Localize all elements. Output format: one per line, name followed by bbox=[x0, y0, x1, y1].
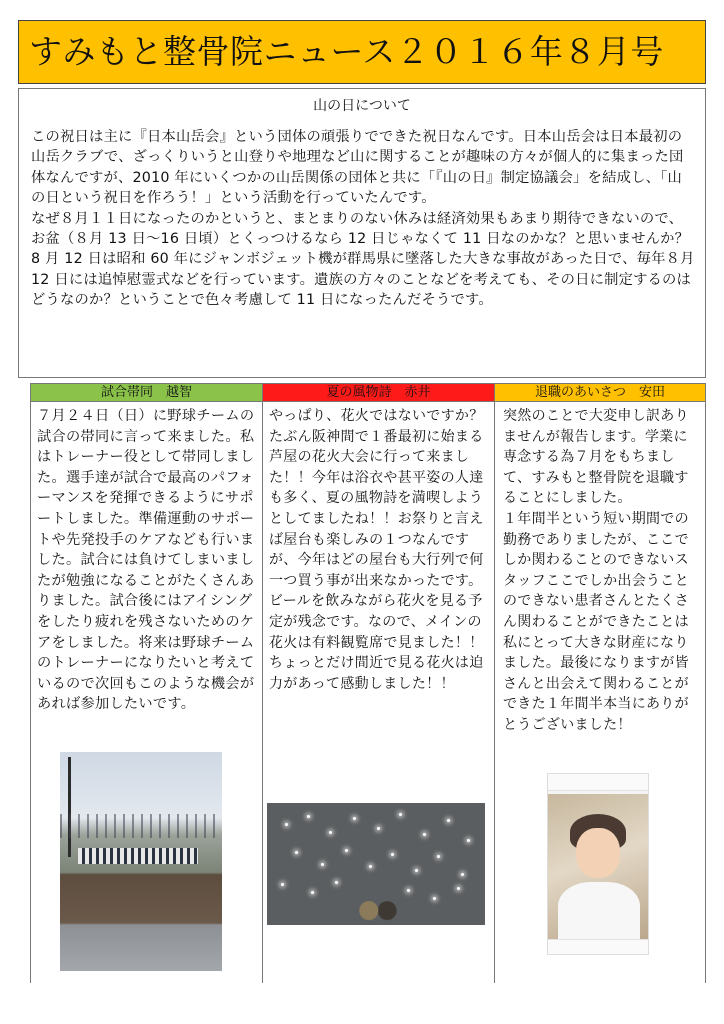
phone-toolbar bbox=[548, 939, 648, 954]
photo-pole bbox=[68, 757, 71, 857]
intro-body bbox=[31, 127, 695, 311]
phone-status-bar bbox=[548, 774, 648, 791]
columns-section bbox=[30, 383, 706, 983]
column-header: 試合帯同 越智 bbox=[31, 383, 262, 402]
column-farewell bbox=[495, 383, 706, 983]
intro-paragraph: なぜ８月１１日になったのかというと、まとまりのない休みは経済効果もあまり期待できないので、お盆（８月 13 日〜16 日頃）とくっつけるなら 12 日じゃなくて 11 日なのかな？と思いませんか？8 月 12 日は昭和 60 年にジャンボジェット機が群馬県に墜落した大きな事故があった日で、毎年８月 12 日には追悼慰霊式などを行っています。遺族の方々のことなどを考えても、その日に制定するのはどうなのか？ということで色々考慮して 11 日になったんだそうです。 bbox=[31, 210, 695, 309]
column-text bbox=[263, 402, 494, 694]
phone-screenshot-photo bbox=[547, 773, 649, 955]
intro-section bbox=[18, 88, 706, 378]
column-fireworks bbox=[263, 383, 495, 983]
portrait-photo bbox=[548, 794, 648, 942]
photo-team-lineup bbox=[78, 848, 198, 864]
newsletter-title: すみもと整骨院ニュース２０１６年８月号 bbox=[29, 32, 664, 71]
column-text bbox=[31, 402, 262, 715]
newsletter-header bbox=[18, 20, 706, 84]
column-header: 退職のあいさつ 安田 bbox=[495, 383, 705, 402]
photo-shirt bbox=[558, 882, 640, 942]
fireworks-photo bbox=[267, 803, 485, 925]
photo-people bbox=[355, 901, 401, 925]
column-paragraph: １年間半という短い期間での勤務でありましたが、ここでしか関わることのできないスタッフここでしか出会うことのできない患者さんとたくさん関わることができたことは私にとって大きな財産になりました。最後になりますが皆さんと出会えて関わることができた１年間半本当にありがとうございました！ bbox=[503, 510, 689, 733]
photo-fence bbox=[60, 814, 222, 838]
column-paragraph: やっぱり、花火ではないですか？たぶん阪神間で１番最初に始まる芦屋の花火大会に行って来ました！！今年は浴衣や甚平姿の人達も多く、夏の風物詩を満喫しようとしてましたね！！お祭りと言えば屋台も楽しみの１つなんですが、今年はどの屋台も大行列で何一つ買う事が出来なかったです。ビールを飲みながら花火を見る予定が残念です。なので、メインの花火は有料観覧席で見ました！！ちょっとだけ間近で見る花火は迫力があって感動しました！！ bbox=[269, 408, 484, 692]
column-baseball bbox=[30, 383, 263, 983]
column-paragraph: 突然のことで大変申し訳ありませんが報告します。学業に専念する為７月をもちまして、すみもと整骨院を退職することにしました。 bbox=[503, 408, 689, 507]
baseball-team-photo bbox=[60, 752, 222, 971]
column-text bbox=[495, 402, 705, 736]
column-paragraph: ７月２４日（日）に野球チームの試合の帯同に言って来ました。私はトレーナー役として帯同しました。選手達が試合で最高のパフォーマンスを発揮できるようにサポートしました。準備運動のサポートや先発投手のケアなども行いました。試合には負けてしまいましたが勉強になることがたくさんありました。試合後にはアイシングをしたり疲れを残さないためのケアをしました。将来は野球チームのトレーナーになりたいと考えているので次回もこのような機会があれば参加したいです。 bbox=[37, 408, 255, 713]
photo-face bbox=[576, 828, 620, 878]
intro-paragraph: この祝日は主に『日本山岳会』という団体の頑張りでできた祝日なんです。日本山岳会は日本最初の山岳クラブで、ざっくりいうと山登りや地理など山に関することが趣味の方々が個人的に集まった団体なんですが、2010 年にいくつかの山岳関係の団体と共に「『山の日』制定協議会」を結成し、「山の日という祝日を作ろう！」という活動を行っていたんです。 bbox=[31, 129, 684, 207]
intro-heading: 山の日について bbox=[313, 98, 411, 114]
column-header: 夏の風物詩 赤井 bbox=[263, 383, 494, 402]
